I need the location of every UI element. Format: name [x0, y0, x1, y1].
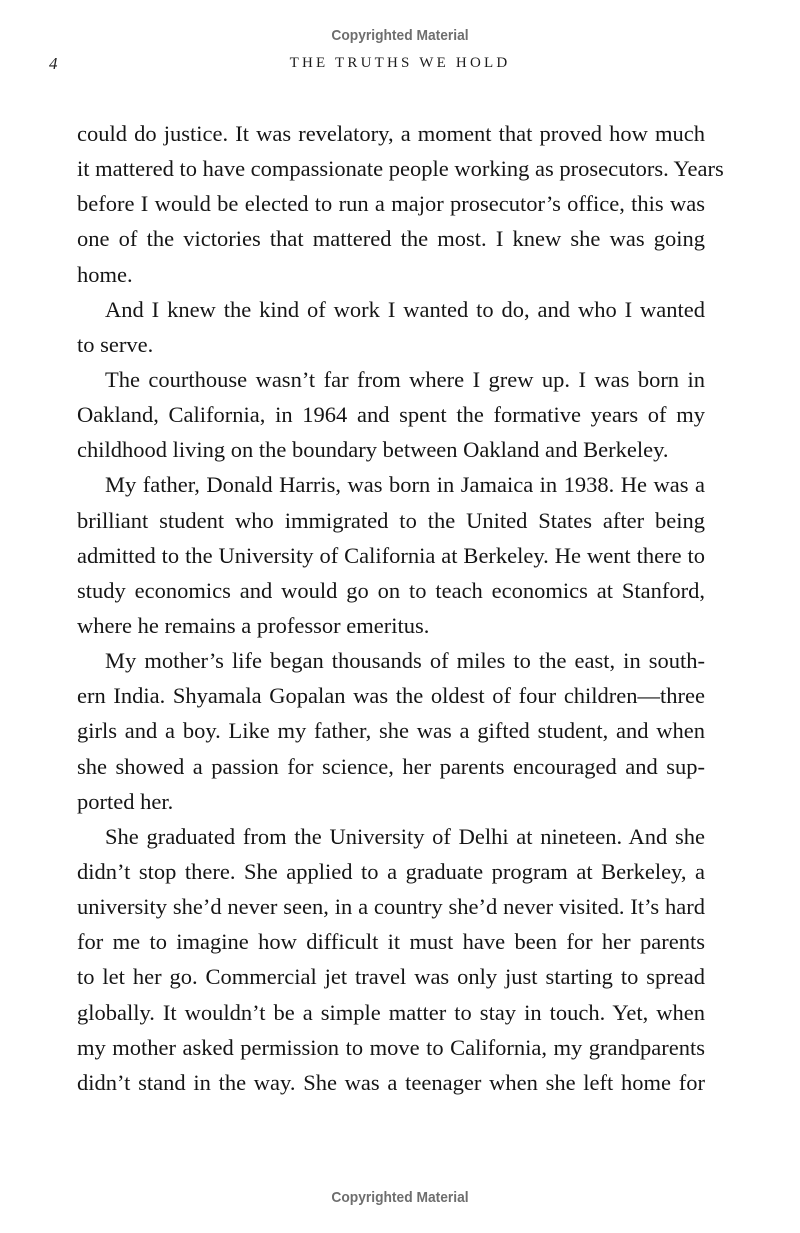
- text-line: could do justice. It was revelatory, a moment that proved how much: [77, 121, 705, 146]
- paragraph: [77, 292, 705, 362]
- paragraph: [77, 643, 705, 819]
- text-line: before I would be elected to run a major prosecutor’s office, this was: [77, 191, 705, 217]
- paragraph: [77, 819, 705, 1100]
- paragraph: [77, 362, 705, 467]
- text-line: didn’t stand in the way. She was a teenager when she left home for: [77, 1069, 705, 1095]
- text-line: globally. It wouldn’t be a simple matter to stay in touch. Yet, when: [77, 999, 705, 1025]
- text-line: Oakland, California, in 1964 and spent the formative years of my: [77, 402, 705, 428]
- text-line: My mother’s life began thousands of miles to the east, in south-: [105, 648, 705, 674]
- text-line: it mattered to have compassionate people working as prosecutors. Years: [77, 156, 724, 182]
- paragraph: [77, 467, 705, 643]
- text-line: where he remains a professor emeritus.: [77, 612, 430, 638]
- text-line: home.: [77, 261, 133, 287]
- copyright-watermark-top: Copyrighted Material: [331, 27, 469, 44]
- page-number: 4: [49, 54, 58, 73]
- text-line: My father, Donald Harris, was born in Jamaica in 1938. He was a: [105, 472, 705, 498]
- text-line: to serve.: [77, 331, 154, 357]
- text-line: The courthouse wasn’t far from where I grew up. I was born in: [105, 366, 705, 392]
- text-line: to let her go. Commercial jet travel was only just starting to spread: [77, 964, 705, 990]
- text-line: one of the victories that mattered the most. I knew she was going: [77, 226, 705, 252]
- text-line: childhood living on the boundary between Oakland and Berkeley.: [77, 437, 669, 463]
- text-line: she showed a passion for science, her parents encouraged and sup-: [77, 753, 705, 779]
- running-head: [0, 54, 800, 74]
- text-line: for me to imagine how difficult it must have been for her parents: [77, 929, 705, 955]
- text-line: And I knew the kind of work I wanted to do, and who I wanted: [105, 296, 705, 322]
- text-line: ported her.: [77, 788, 174, 814]
- copyright-watermark-bottom: Copyrighted Material: [331, 1189, 469, 1206]
- text-line: my mother asked permission to move to California, my grandparents: [77, 1034, 705, 1060]
- text-line: study economics and would go on to teach economics at Stanford,: [77, 577, 705, 603]
- text-line: admitted to the University of California at Berkeley. He went there to: [77, 542, 705, 568]
- book-title: THE TRUTHS WE HOLD: [289, 55, 511, 71]
- paragraph: [77, 116, 724, 292]
- text-line: girls and a boy. Like my father, she was a gifted student, and when: [77, 718, 705, 744]
- body-text: [77, 116, 724, 1100]
- text-line: ern India. Shyamala Gopalan was the oldest of four children—three: [77, 683, 705, 709]
- text-line: She graduated from the University of Delhi at nineteen. And she: [105, 823, 705, 849]
- text-line: brilliant student who immigrated to the United States after being: [77, 507, 705, 533]
- text-line: university she’d never seen, in a country she’d never visited. It’s hard: [77, 894, 705, 920]
- text-line: didn’t stop there. She applied to a graduate program at Berkeley, a: [77, 858, 705, 884]
